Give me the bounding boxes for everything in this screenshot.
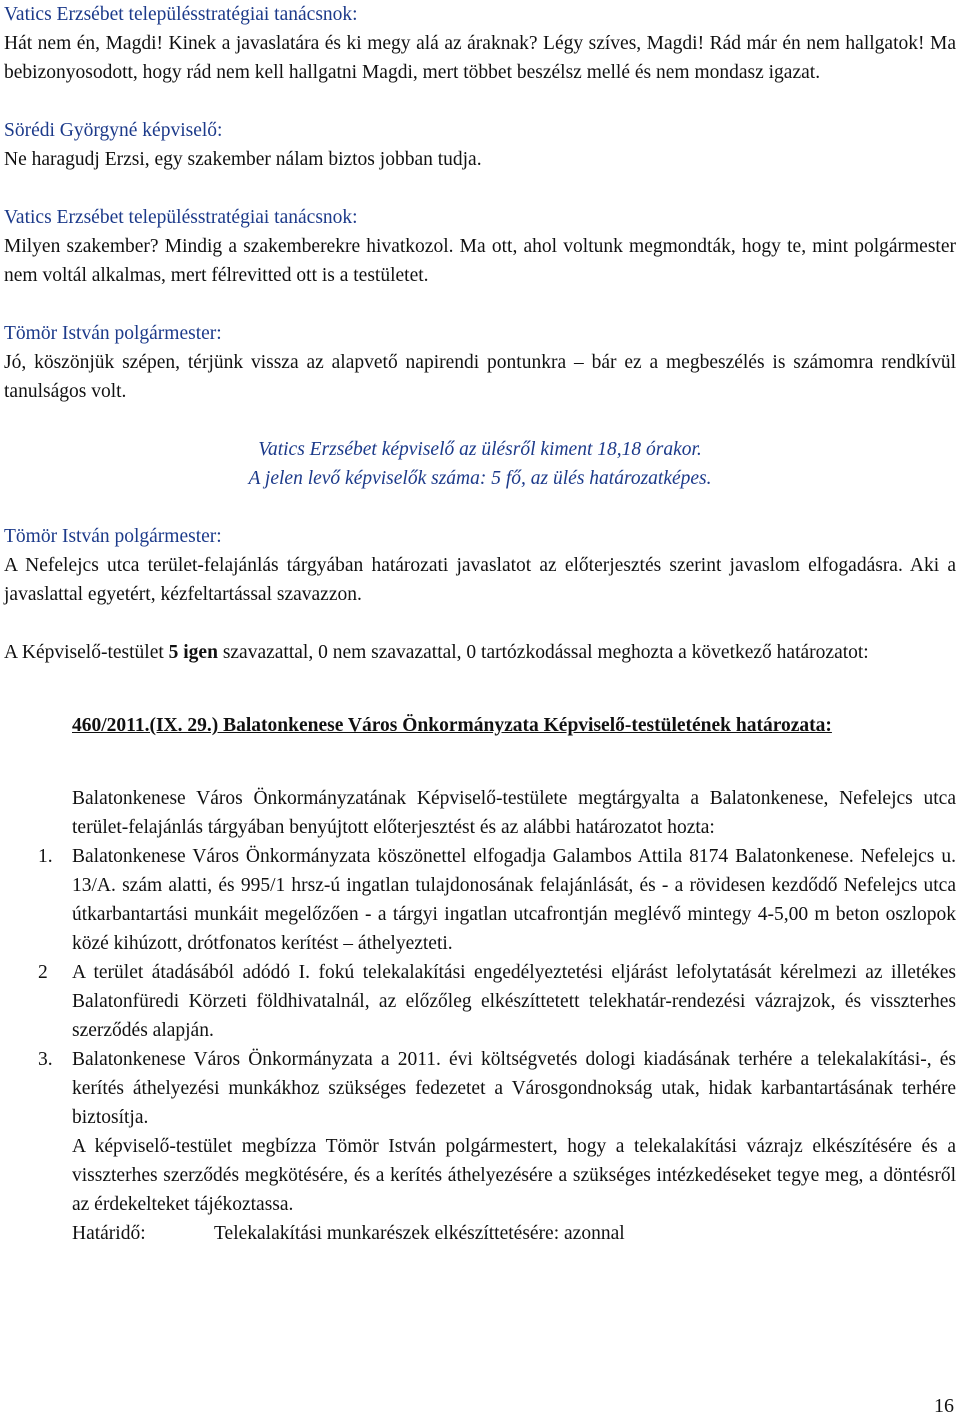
page-number: 16 [934, 1395, 954, 1417]
item-text: A terület átadásából adódó I. fokú telekalakítási engedélyeztetési eljárást lefolytatását kérelmezi az illetékes Balatonfüredi Körzeti földhivatalnál, az előzőleg elkészíttetett telekhatár-rendezési vázrajzok, és visszterhes szerződés alapján. [72, 962, 956, 1041]
deadline-value: Telekalakítási munkarészek elkészíttetésére: azonnal [214, 1223, 625, 1244]
resolution-item [4, 842, 956, 958]
deadline-row [4, 1219, 956, 1248]
vote-post: szavazattal, 0 nem szavazattal, 0 tartózkodással meghozta a következő határozatot: [217, 642, 869, 663]
speech-block [4, 522, 956, 609]
speech-block [4, 116, 956, 174]
speaker-name: Tömör István polgármester: [4, 323, 222, 344]
item-text: Balatonkenese Város Önkormányzata a 2011. évi költségvetés dologi kiadásának terhére a telekalakítási-, és kerítés áthelyezési munkákhoz szükséges fedezetet a Városgondnokság utak, hidak karbantartásának terhére biztosítja. [72, 1049, 956, 1128]
item-number: 3. [38, 1049, 53, 1070]
speech-text: Milyen szakember? Mindig a szakemberekre hivatkozol. Ma ott, ahol voltunk megmondták, hogy te, mint polgármester nem voltál alkalmas, mert félrevitted ott is a testületet. [4, 236, 956, 286]
speech-text: Hát nem én, Magdi! Kinek a javaslatára és ki megy alá az áraknak? Légy szíves, Magdi! Rád már én nem hallgatok! Ma bebizonyosodott, hogy rád nem kell hallgatni Magdi, mert többet beszélsz mellé és nem mondasz igazat. [4, 33, 956, 83]
speaker-name: Vatics Erzsébet településstratégiai tanácsnok: [4, 207, 358, 228]
item-number: 2 [38, 962, 48, 983]
speech-text: A Nefelejcs utca terület-felajánlás tárgyában határozati javaslatot az előterjesztés szerint javaslom elfogadásra. Aki a javaslattal egyetért, kézfeltartással szavazzon. [4, 555, 956, 605]
resolution-item [4, 958, 956, 1045]
session-note [4, 435, 956, 493]
resolution-item [4, 1045, 956, 1132]
item-number: 1. [38, 846, 53, 867]
vote-yes: 5 igen [168, 642, 218, 663]
deadline-label: Határidő: [72, 1223, 146, 1244]
resolution-intro: Balatonkenese Város Önkormányzatának Képviselő-testülete megtárgyalta a Balatonkenese, Nefelejcs utca terület-felajánlás tárgyában benyújtott előterjesztést és az alábbi határozatot hozta: [72, 788, 956, 838]
speech-block [4, 203, 956, 290]
note-line: A jelen levő képviselők száma: 5 fő, az ülés határozatképes. [248, 468, 712, 489]
speech-text: Ne haragudj Erzsi, egy szakember nálam biztos jobban tudja. [4, 149, 482, 170]
resolution-items [4, 842, 956, 1132]
resolution-closing: A képviselő-testület megbízza Tömör István polgármestert, hogy a telekalakítási vázrajz elkészítésére és a visszterhes szerződés megkötésére, és a kerítés áthelyezésére a szükséges intézkedéseket tegye meg, a döntésről az érdekelteket tájékoztassa. [72, 1136, 956, 1215]
speech-text: Jó, köszönjük szépen, térjünk vissza az alapvető napirendi pontunkra – bár ez a megbeszélés is számomra rendkívül tanulságos volt. [4, 352, 956, 402]
speech-block [4, 0, 956, 87]
speech-block [4, 319, 956, 406]
note-line: Vatics Erzsébet képviselő az ülésről kiment 18,18 órakor. [258, 439, 702, 460]
vote-result [4, 638, 956, 667]
speaker-name: Tömör István polgármester: [4, 526, 222, 547]
item-text: Balatonkenese Város Önkormányzata köszönettel elfogadja Galambos Attila 8174 Balatonkenese. Nefelejcs u. 13/A. szám alatti, és 995/1 hrsz-ú ingatlan tulajdonosának felajánlását, és - a rövidesen kezdődő Nefelejcs utca útkarbantartási munkáit megelőzően - a tárgyi ingatlan utcafrontján meglévő mintegy 4-5,00 m beton oszlopok közé kihúzott, drótfonatos kerítést – áthelyezteti. [72, 846, 956, 954]
vote-pre: A Képviselő-testület [4, 642, 169, 663]
speaker-name: Sörédi Györgyné képviselő: [4, 120, 223, 141]
resolution-title: 460/2011.(IX. 29.) Balatonkenese Város Önkormányzata Képviselő-testületének határozata: [72, 715, 832, 736]
speaker-name: Vatics Erzsébet településstratégiai tanácsnok: [4, 4, 358, 25]
